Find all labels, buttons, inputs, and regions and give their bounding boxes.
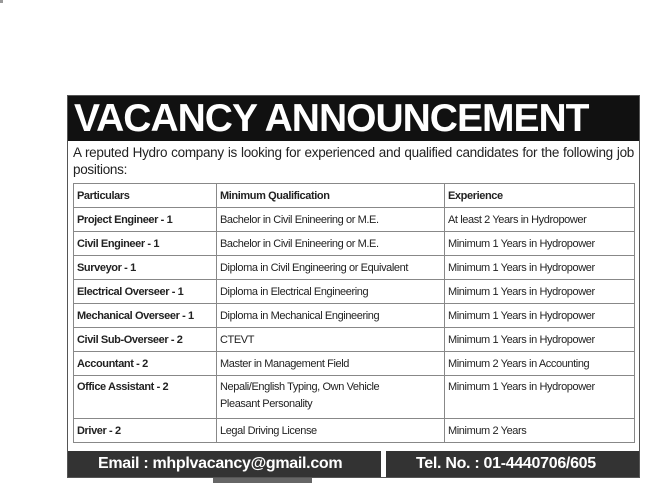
cell-text: Diploma in Electrical Engineering <box>220 285 369 298</box>
cell-text: Minimum 1 Years in Hydropower <box>448 309 595 322</box>
phone-contact: Tel. No. : 01-4440706/605 <box>416 455 596 472</box>
table-row <box>74 352 635 376</box>
header-label: Particulars <box>77 189 130 202</box>
experience-cell <box>445 352 635 376</box>
header-qualification <box>217 184 445 208</box>
page-tab <box>213 478 312 483</box>
cell-text: Minimum 1 Years in Hydropower <box>448 381 595 393</box>
qualification-cell <box>217 328 445 352</box>
cell-text: Minimum 2 Years <box>448 424 527 437</box>
cell-text: Minimum 2 Years in Accounting <box>448 357 590 370</box>
experience-cell <box>445 328 635 352</box>
qualification-cell <box>217 376 445 419</box>
experience-cell <box>445 419 635 443</box>
cell-text: Surveyor - 1 <box>77 261 136 274</box>
cell-text: Project Engineer - 1 <box>77 213 173 226</box>
footer-divider <box>381 451 386 477</box>
cell-text: Diploma in Mechanical Engineering <box>220 309 380 322</box>
title: VACANCY ANNOUNCEMENT <box>74 97 589 140</box>
position-cell <box>74 280 217 304</box>
table-row <box>74 208 635 232</box>
cell-text: Bachelor in Civil Enineering or M.E. <box>220 213 379 226</box>
table-row <box>74 280 635 304</box>
table-row <box>74 232 635 256</box>
cell-text: CTEVT <box>220 333 255 346</box>
vacancy-table <box>73 183 635 443</box>
experience-cell <box>445 232 635 256</box>
cell-text: Civil Engineer - 1 <box>77 237 160 250</box>
header-label: Minimum Qualification <box>220 189 330 202</box>
cell-text: Minimum 1 Years in Hydropower <box>448 237 595 250</box>
vacancy-advertisement <box>67 95 640 478</box>
cell-text: Legal Driving License <box>220 424 317 437</box>
cell-text: Mechanical Overseer - 1 <box>77 309 194 322</box>
qualification-cell <box>217 419 445 443</box>
position-cell <box>74 304 217 328</box>
experience-cell <box>445 304 635 328</box>
cell-text: Minimum 1 Years in Hydropower <box>448 261 595 274</box>
cell-text: Diploma in Civil Engineering or Equivalent <box>220 261 409 274</box>
position-cell <box>74 208 217 232</box>
position-cell <box>74 328 217 352</box>
cell-text: At least 2 Years in Hydropower <box>448 213 587 226</box>
table-header-row <box>74 184 635 208</box>
cell-text: Bachelor in Civil Enineering or M.E. <box>220 237 379 250</box>
position-cell <box>74 256 217 280</box>
position-cell <box>74 232 217 256</box>
position-cell <box>74 376 217 419</box>
experience-cell <box>445 256 635 280</box>
table-row <box>74 256 635 280</box>
cell-text: Minimum 1 Years in Hydropower <box>448 333 595 346</box>
cell-text: Nepali/English Typing, Own Vehicle <box>220 381 380 393</box>
experience-cell <box>445 376 635 419</box>
qualification-cell <box>217 232 445 256</box>
qualification-cell <box>217 280 445 304</box>
header-experience <box>445 184 635 208</box>
email-contact: Email : mhplvacancy@gmail.com <box>98 455 343 472</box>
qualification-cell <box>217 256 445 280</box>
contact-footer <box>68 451 639 477</box>
position-cell <box>74 352 217 376</box>
cell-text: Electrical Overseer - 1 <box>77 285 184 298</box>
table-row <box>74 376 635 419</box>
cell-text: Office Assistant - 2 <box>77 381 169 393</box>
cell-text: Civil Sub-Overseer - 2 <box>77 333 183 346</box>
qualification-cell <box>217 208 445 232</box>
intro-text: A reputed Hydro company is looking for experienced and qualified candidates for the following job positions: <box>73 145 634 177</box>
header-label: Experience <box>448 189 503 202</box>
cell-text: Driver - 2 <box>77 424 121 437</box>
experience-cell <box>445 280 635 304</box>
qualification-cell <box>217 304 445 328</box>
cell-text: Minimum 1 Years in Hydropower <box>448 285 595 298</box>
experience-cell <box>445 208 635 232</box>
header-particulars <box>74 184 217 208</box>
title-banner <box>68 96 639 141</box>
cell-text: Accountant - 2 <box>77 357 148 370</box>
scan-artifact <box>0 0 3 3</box>
position-cell <box>74 419 217 443</box>
qualification-cell <box>217 352 445 376</box>
table-row <box>74 304 635 328</box>
cell-text: Pleasant Personality <box>220 398 313 410</box>
table-row <box>74 419 635 443</box>
table-row <box>74 328 635 352</box>
cell-text: Master in Management Field <box>220 357 349 370</box>
